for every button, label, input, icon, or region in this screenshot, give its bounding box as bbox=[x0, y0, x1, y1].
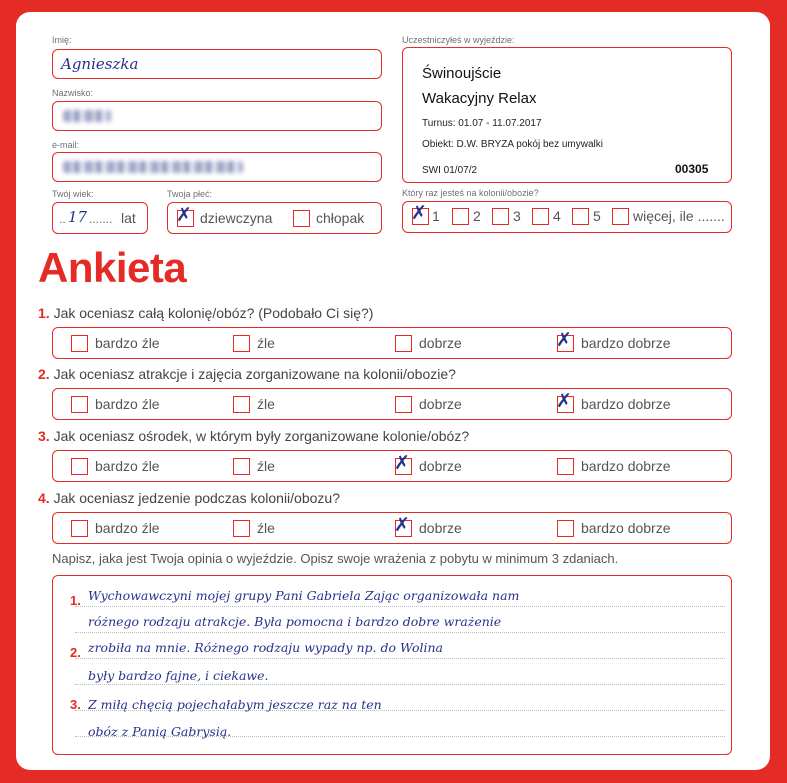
checkbox-times-more[interactable] bbox=[612, 208, 629, 225]
label-nazwisko: Nazwisko: bbox=[52, 88, 94, 98]
rating-checkbox[interactable] bbox=[233, 396, 250, 413]
rating-checkbox[interactable] bbox=[233, 520, 250, 537]
rating-row-3 bbox=[52, 450, 732, 482]
rating-checkbox[interactable] bbox=[395, 335, 412, 352]
label-imie: Imię: bbox=[52, 35, 72, 45]
question-text: Jak oceniasz atrakcje i zajęcia zorganizowane na kolonii/obozie? bbox=[53, 366, 456, 382]
opinion-number-3: 3. bbox=[70, 697, 81, 712]
rating-checkbox[interactable] bbox=[556, 329, 574, 352]
question-number: 2. bbox=[38, 366, 50, 382]
rating-checkbox[interactable] bbox=[71, 458, 88, 475]
label-plec: Twoja płeć: bbox=[167, 189, 213, 199]
trip-name: Wakacyjny Relax bbox=[422, 90, 537, 107]
rating-option-label: źle bbox=[257, 520, 275, 536]
option-times-3: 3 bbox=[513, 208, 521, 224]
option-times-more: więcej, ile ....... bbox=[633, 208, 725, 224]
trip-code: SWI 01/07/2 bbox=[422, 165, 478, 176]
check-mark-icon: ✗ bbox=[394, 452, 410, 474]
opinion-dotted-line bbox=[75, 658, 725, 659]
rating-option-label: bardzo dobrze bbox=[581, 458, 671, 474]
rating-option-label: bardzo źle bbox=[95, 458, 160, 474]
opinion-number-1: 1. bbox=[70, 593, 81, 608]
rating-option-label: dobrze bbox=[419, 396, 462, 412]
check-mark-icon: ✗ bbox=[176, 204, 192, 226]
trip-turnus: Turnus: 01.07 - 11.07.2017 bbox=[422, 118, 542, 129]
label-uczestnik: Uczestniczyłeś w wyjeździe: bbox=[402, 35, 515, 45]
question-text: Jak oceniasz jedzenie podczas kolonii/obozu? bbox=[53, 490, 340, 506]
check-mark-icon: ✗ bbox=[556, 390, 572, 412]
question-1 bbox=[38, 305, 373, 321]
option-dziewczyna: dziewczyna bbox=[200, 210, 273, 226]
rating-checkbox[interactable] bbox=[556, 390, 574, 413]
checkbox-times-3[interactable] bbox=[492, 208, 509, 225]
opinion-prompt: Napisz, jaka jest Twoja opinia o wyjeździe. Opisz swoje wrażenia z pobytu w minimum 3 zdaniach. bbox=[52, 551, 619, 566]
rating-option-label: bardzo dobrze bbox=[581, 396, 671, 412]
trip-number: 00305 bbox=[675, 162, 709, 176]
wiek-suffix: lat bbox=[121, 210, 136, 226]
opinion-line: różnego rodzaju atrakcje. Była pomocna i bardzo dobre wrażenie bbox=[88, 614, 502, 629]
checkbox-times-4[interactable] bbox=[532, 208, 549, 225]
rating-checkbox[interactable] bbox=[557, 520, 574, 537]
wiek-dots-right: ....... bbox=[89, 212, 113, 226]
opinion-number-2: 2. bbox=[70, 645, 81, 660]
trip-place: Świnoujście bbox=[422, 65, 502, 82]
rating-checkbox[interactable] bbox=[71, 520, 88, 537]
opinion-dotted-line bbox=[75, 632, 725, 633]
opinion-dotted-line bbox=[75, 606, 725, 607]
label-ktory-raz: Który raz jesteś na kolonii/obozie? bbox=[402, 188, 539, 198]
nazwisko-field[interactable] bbox=[52, 101, 382, 131]
rating-checkbox[interactable] bbox=[233, 335, 250, 352]
opinion-dotted-line bbox=[75, 684, 725, 685]
rating-row-1 bbox=[52, 327, 732, 359]
checkbox-times-2[interactable] bbox=[452, 208, 469, 225]
opinion-line: obóz z Panią Gabrysią. bbox=[88, 724, 232, 739]
rating-option-label: dobrze bbox=[419, 520, 462, 536]
rating-option-label: źle bbox=[257, 458, 275, 474]
option-times-4: 4 bbox=[553, 208, 561, 224]
option-times-2: 2 bbox=[473, 208, 481, 224]
opinion-line: Z miłą chęcią pojechałabym jeszcze raz na ten bbox=[88, 697, 382, 712]
rating-option-label: bardzo źle bbox=[95, 520, 160, 536]
opinion-line: były bardzo fajne, i ciekawe. bbox=[88, 668, 269, 683]
rating-option-label: źle bbox=[257, 396, 275, 412]
plec-field bbox=[167, 202, 382, 234]
rating-checkbox[interactable] bbox=[395, 396, 412, 413]
rating-checkbox[interactable] bbox=[394, 514, 412, 537]
question-number: 3. bbox=[38, 428, 50, 444]
check-mark-icon: ✗ bbox=[394, 514, 410, 536]
rating-checkbox[interactable] bbox=[71, 396, 88, 413]
imie-field[interactable] bbox=[52, 49, 382, 79]
question-4 bbox=[38, 490, 340, 506]
opinion-line: Wychowawczyni mojej grupy Pani Gabriela Zając organizowała nam bbox=[88, 588, 520, 603]
rating-option-label: bardzo źle bbox=[95, 335, 160, 351]
rating-option-label: dobrze bbox=[419, 335, 462, 351]
rating-checkbox[interactable] bbox=[233, 458, 250, 475]
checkbox-chlopak[interactable] bbox=[293, 210, 310, 227]
imie-value: Agnieszka bbox=[61, 55, 139, 73]
option-times-5: 5 bbox=[593, 208, 601, 224]
trip-obiekt: Obiekt: D.W. BRYZA pokój bez umywalki bbox=[422, 139, 603, 150]
question-text: Jak oceniasz całą kolonię/obóz? (Podobało Ci się?) bbox=[53, 305, 374, 321]
wiek-dots-left: .. bbox=[59, 212, 66, 226]
email-redacted bbox=[63, 161, 243, 173]
question-3 bbox=[38, 428, 469, 444]
checkbox-times-5[interactable] bbox=[572, 208, 589, 225]
label-wiek: Twój wiek: bbox=[52, 189, 94, 199]
rating-checkbox[interactable] bbox=[557, 458, 574, 475]
question-number: 1. bbox=[38, 305, 50, 321]
times-field bbox=[402, 201, 732, 233]
option-chlopak: chłopak bbox=[316, 210, 365, 226]
nazwisko-redacted bbox=[63, 110, 111, 122]
question-text: Jak oceniasz ośrodek, w którym były zorganizowane kolonie/obóz? bbox=[53, 428, 470, 444]
rating-option-label: bardzo dobrze bbox=[581, 335, 671, 351]
rating-option-label: bardzo źle bbox=[95, 396, 160, 412]
survey-title: Ankieta bbox=[38, 244, 187, 291]
question-2 bbox=[38, 366, 456, 382]
email-field[interactable] bbox=[52, 152, 382, 182]
option-times-1: 1 bbox=[432, 208, 440, 224]
question-number: 4. bbox=[38, 490, 50, 506]
rating-row-4 bbox=[52, 512, 732, 544]
rating-checkbox[interactable] bbox=[71, 335, 88, 352]
opinion-line: zrobiła na mnie. Różnego rodzaju wypady np. do Wolina bbox=[88, 640, 443, 655]
check-mark-icon: ✗ bbox=[556, 329, 572, 351]
checkbox-times-1[interactable] bbox=[411, 202, 429, 225]
label-email: e-mail: bbox=[52, 140, 80, 150]
trip-info-box bbox=[402, 47, 732, 183]
rating-option-label: źle bbox=[257, 335, 275, 351]
rating-row-2 bbox=[52, 388, 732, 420]
check-mark-icon: ✗ bbox=[411, 202, 427, 224]
rating-checkbox[interactable] bbox=[394, 452, 412, 475]
wiek-value: 17 bbox=[68, 208, 88, 226]
rating-option-label: bardzo dobrze bbox=[581, 520, 671, 536]
checkbox-dziewczyna[interactable] bbox=[176, 204, 194, 227]
rating-option-label: dobrze bbox=[419, 458, 462, 474]
wiek-field[interactable] bbox=[52, 202, 148, 234]
